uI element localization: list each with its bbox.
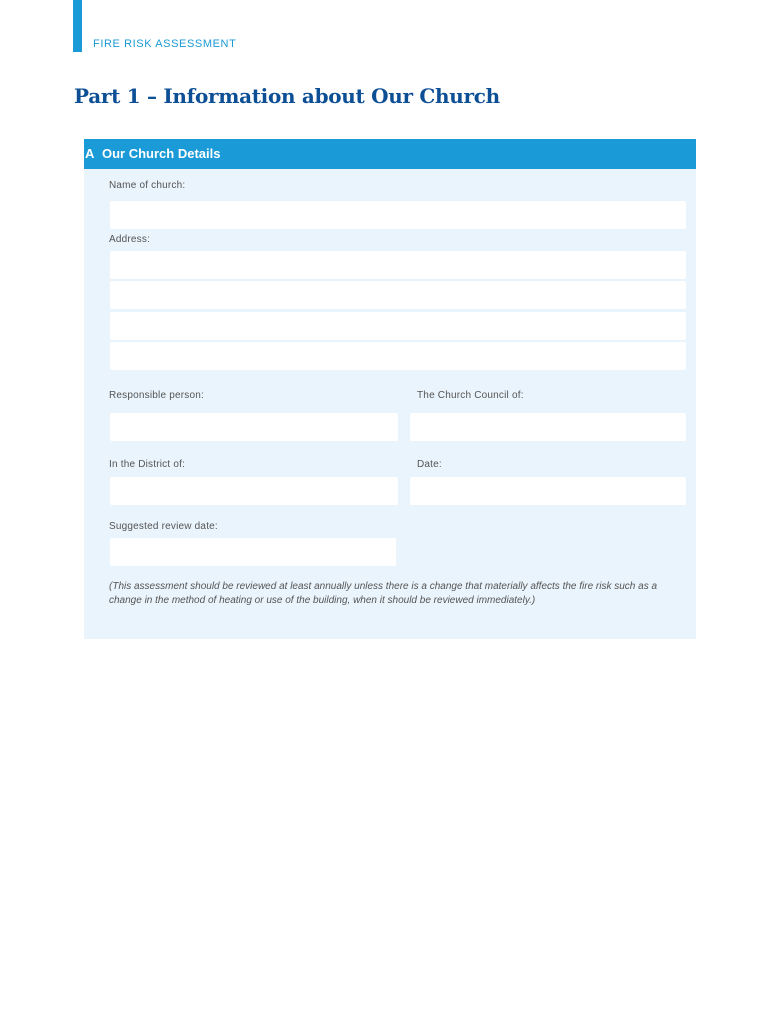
name-of-church-input[interactable] — [110, 201, 686, 229]
responsible-person-label: Responsible person: — [109, 390, 204, 401]
review-date-label: Suggested review date: — [109, 521, 218, 532]
address-line-4-input[interactable] — [110, 342, 686, 370]
address-line-3-input[interactable] — [110, 312, 686, 340]
church-council-input[interactable] — [410, 413, 686, 441]
document-header-label: FIRE RISK ASSESSMENT — [93, 38, 237, 50]
name-of-church-label: Name of church: — [109, 180, 186, 191]
date-input[interactable] — [410, 477, 686, 505]
address-label: Address: — [109, 234, 151, 245]
section-title: Our Church Details — [102, 146, 221, 161]
district-label: In the District of: — [109, 459, 186, 470]
section-church-details — [84, 139, 696, 639]
address-line-2-input[interactable] — [110, 281, 686, 309]
address-line-1-input[interactable] — [110, 251, 686, 279]
section-letter: A — [85, 146, 95, 161]
responsible-person-input[interactable] — [110, 413, 398, 441]
review-date-input[interactable] — [110, 538, 396, 566]
church-council-label: The Church Council of: — [417, 390, 524, 401]
header-accent-bar — [73, 0, 82, 52]
review-note: (This assessment should be reviewed at least annually unless there is a change that materially affects the fire risk such as a change in the method of heating or use of the building, when it should be reviewed immediately.) — [109, 581, 658, 606]
district-input[interactable] — [110, 477, 398, 505]
date-label: Date: — [417, 459, 442, 470]
page-title: Part 1 – Information about Our Church — [74, 84, 500, 108]
section-header — [84, 139, 696, 169]
